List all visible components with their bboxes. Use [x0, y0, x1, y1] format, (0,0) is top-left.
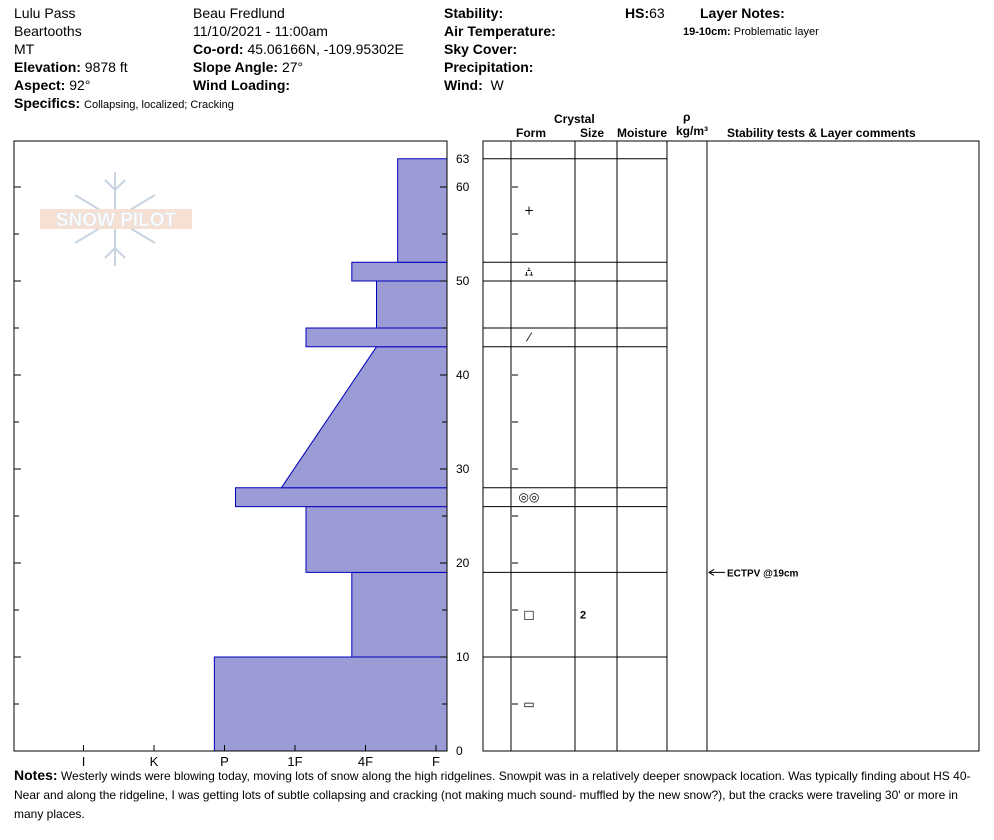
site-name: Lulu Pass: [14, 5, 76, 21]
form-header: Form: [516, 126, 546, 140]
wind-label: Wind:: [444, 77, 483, 93]
grain-form-symbol-1: ⛼: [524, 264, 534, 279]
snowpilot-logo: [40, 172, 192, 266]
coord-label: Co-ord:: [193, 41, 244, 57]
hs-label: HS:: [625, 5, 650, 21]
mountain-range: Beartooths: [14, 23, 82, 39]
moisture-header: Moisture: [617, 126, 668, 140]
layer-notes-label: Layer Notes:: [700, 5, 785, 21]
stability-tests-header: Stability tests & Layer comments: [727, 126, 916, 140]
notes: [14, 766, 989, 824]
hardness-layer-7: [352, 262, 447, 281]
observer: Beau Fredlund: [193, 5, 285, 21]
height-label-0: 0: [456, 744, 463, 758]
grain-form-symbol-4: □: [523, 607, 535, 622]
hardness-layer-4: [281, 347, 447, 488]
grain-form-symbol-3: ◎◎: [518, 490, 540, 505]
notes-label: Notes:: [14, 767, 58, 783]
hardness-label-F: F: [432, 754, 440, 769]
hs-value: 63: [649, 5, 665, 21]
hardness-layer-8: [398, 159, 447, 262]
layer-table-frame: [483, 141, 979, 751]
hardness-layer-3: [236, 488, 448, 507]
elevation-label: Elevation:: [14, 59, 81, 75]
aspect-value: 92°: [69, 77, 91, 93]
grain-form-symbol-5: ▭: [523, 697, 535, 711]
hardness-layer-2: [306, 507, 447, 573]
sky-cover-label: Sky Cover:: [444, 41, 518, 57]
logo-text: SNOW PILOT: [55, 210, 177, 231]
crystal-header: Crystal: [554, 112, 595, 126]
date-time: 11/10/2021 - 11:00am: [193, 23, 328, 39]
density-unit-header: kg/m³: [676, 124, 709, 138]
specifics-label: Specifics:: [14, 95, 81, 111]
coord-value: 45.06166N, -109.95302E: [247, 41, 404, 57]
height-label-60: 60: [456, 180, 470, 194]
height-label-50: 50: [456, 274, 470, 288]
slope-label: Slope Angle:: [193, 59, 279, 75]
slope-value: 27°: [281, 59, 304, 75]
state: MT: [14, 41, 35, 57]
height-label-10: 10: [456, 650, 470, 664]
grain-size-4: 2: [580, 609, 587, 622]
hardness-label-K: K: [149, 754, 159, 769]
hardness-label-I: I: [81, 754, 86, 769]
hardness-label-4F: 4F: [357, 754, 374, 769]
air-temperature-label: Air Temperature:: [444, 23, 556, 39]
wind-loading-label: Wind Loading:: [193, 77, 291, 93]
stability-label: Stability:: [444, 5, 504, 21]
height-label-30: 30: [456, 462, 470, 476]
height-label-63: 63: [456, 151, 470, 166]
hardness-label-P: P: [220, 754, 229, 769]
elevation-value: 9878 ft: [84, 59, 128, 75]
precipitation-label: Precipitation:: [444, 59, 534, 75]
hardness-layer-5: [306, 328, 447, 347]
grain-form-symbol-0: +: [523, 203, 535, 218]
height-label-20: 20: [456, 556, 470, 570]
layer-note-text: Problematic layer: [733, 26, 819, 38]
density-rho-header: ρ: [683, 110, 691, 124]
stability-test-label-0: ECTPV @19cm: [727, 568, 799, 580]
wind-value: W: [490, 77, 504, 93]
hardness-layer-1: [352, 572, 447, 657]
size-header: Size: [580, 126, 605, 140]
specifics-value: Collapsing, localized; Cracking: [84, 99, 234, 111]
hardness-layer-6: [377, 281, 448, 328]
height-label-40: 40: [456, 368, 470, 382]
notes-text: Westerly winds were blowing today, moving lots of snow along the high ridgelines. Snowpit was in a relatively deeper snowpack location. Was typically finding about HS 40- Near and along the ridgeline, I was getting lots of subtle collapsing and cracking (not making much sound- muffled by the new snow?), but the cracks were traveling 30' or more in many places.: [14, 769, 971, 821]
aspect-label: Aspect:: [14, 77, 66, 93]
hardness-layer-0: [214, 657, 447, 751]
grain-form-symbol-2: ⁄: [527, 330, 531, 345]
hardness-label-1F: 1F: [287, 754, 303, 769]
layer-note-range: 19-10cm:: [683, 26, 731, 38]
